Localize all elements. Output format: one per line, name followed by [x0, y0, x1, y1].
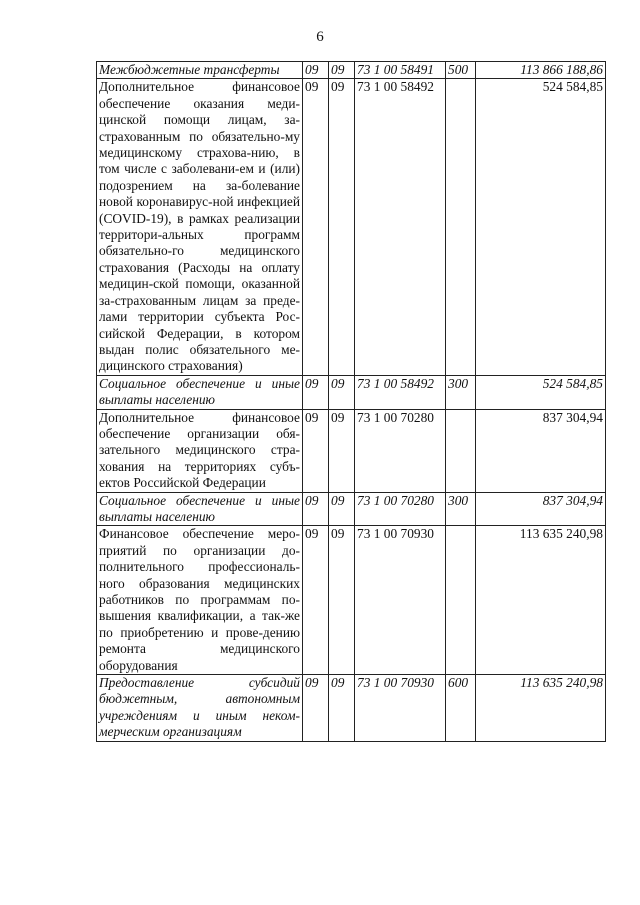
row-section-code: 09: [303, 79, 329, 375]
row-subsection-code: 09: [329, 62, 355, 79]
table-row: [97, 492, 606, 526]
table-row: [97, 375, 606, 409]
row-amount: 113 635 240,98: [476, 675, 606, 742]
table-row: [97, 675, 606, 742]
row-expense-type: [446, 409, 476, 492]
row-section-code: 09: [303, 62, 329, 79]
row-description: Дополнительное финансовое обеспечение оказания меди-цинской помощи лицам, за-страхованным по обязательно-му медицинскому страхова-нию, в том числе с заболевани-ем и (или) подозрением на за-болевание новой коронавирус-ной инфекцией (COVID-19), в рамках реализации территори-альных программ обязательно-го медицинского страхования (Расходы на оплату медицин-ской помощи, оказанной за-страхованным лицам за преде-лами территории субъекта Рос-сийской Федерации, в котором выдан полис обязательного ме-дицинского страхования): [97, 79, 303, 375]
row-expense-type: 300: [446, 375, 476, 409]
row-section-code: 09: [303, 675, 329, 742]
row-description: Дополнительное финансовое обеспечение организации обя-зательного медицинского стра-хования на территориях субъ-ектов Российской Федерации: [97, 409, 303, 492]
row-subsection-code: 09: [329, 79, 355, 375]
row-expense-type: 600: [446, 675, 476, 742]
row-expense-type: [446, 526, 476, 675]
table-row: [97, 409, 606, 492]
row-description: Предоставление субсидий бюджетным, автономным учреждениям и иным неком-мерческим организациям: [97, 675, 303, 742]
row-description: Межбюджетные трансферты: [97, 62, 303, 79]
row-target-article: 73 1 00 70280: [355, 409, 446, 492]
row-target-article: 73 1 00 70930: [355, 526, 446, 675]
row-target-article: 73 1 00 70280: [355, 492, 446, 526]
row-expense-type: 500: [446, 62, 476, 79]
table-row: [97, 79, 606, 375]
row-amount: 113 635 240,98: [476, 526, 606, 675]
row-expense-type: [446, 79, 476, 375]
page-number: 6: [316, 29, 324, 45]
row-section-code: 09: [303, 492, 329, 526]
row-amount: 113 866 188,86: [476, 62, 606, 79]
row-subsection-code: 09: [329, 375, 355, 409]
row-section-code: 09: [303, 409, 329, 492]
row-section-code: 09: [303, 526, 329, 675]
row-target-article: 73 1 00 58492: [355, 375, 446, 409]
row-subsection-code: 09: [329, 492, 355, 526]
row-section-code: 09: [303, 375, 329, 409]
row-amount: 524 584,85: [476, 375, 606, 409]
row-amount: 837 304,94: [476, 409, 606, 492]
row-subsection-code: 09: [329, 409, 355, 492]
row-amount: 837 304,94: [476, 492, 606, 526]
table-row: [97, 526, 606, 675]
row-description: Социальное обеспечение и иные выплаты населению: [97, 492, 303, 526]
row-target-article: 73 1 00 70930: [355, 675, 446, 742]
row-subsection-code: 09: [329, 526, 355, 675]
table-row: [97, 62, 606, 79]
row-target-article: 73 1 00 58492: [355, 79, 446, 375]
budget-table: [96, 61, 606, 742]
row-subsection-code: 09: [329, 675, 355, 742]
row-description: Социальное обеспечение и иные выплаты населению: [97, 375, 303, 409]
row-description: Финансовое обеспечение меро-приятий по организации до-полнительного профессиональ-ного образования медицинских работников по программам по-вышения квалификации, а так-же по приобретению и прове-дению ремонта медицинского оборудования: [97, 526, 303, 675]
row-expense-type: 300: [446, 492, 476, 526]
row-target-article: 73 1 00 58491: [355, 62, 446, 79]
row-amount: 524 584,85: [476, 79, 606, 375]
